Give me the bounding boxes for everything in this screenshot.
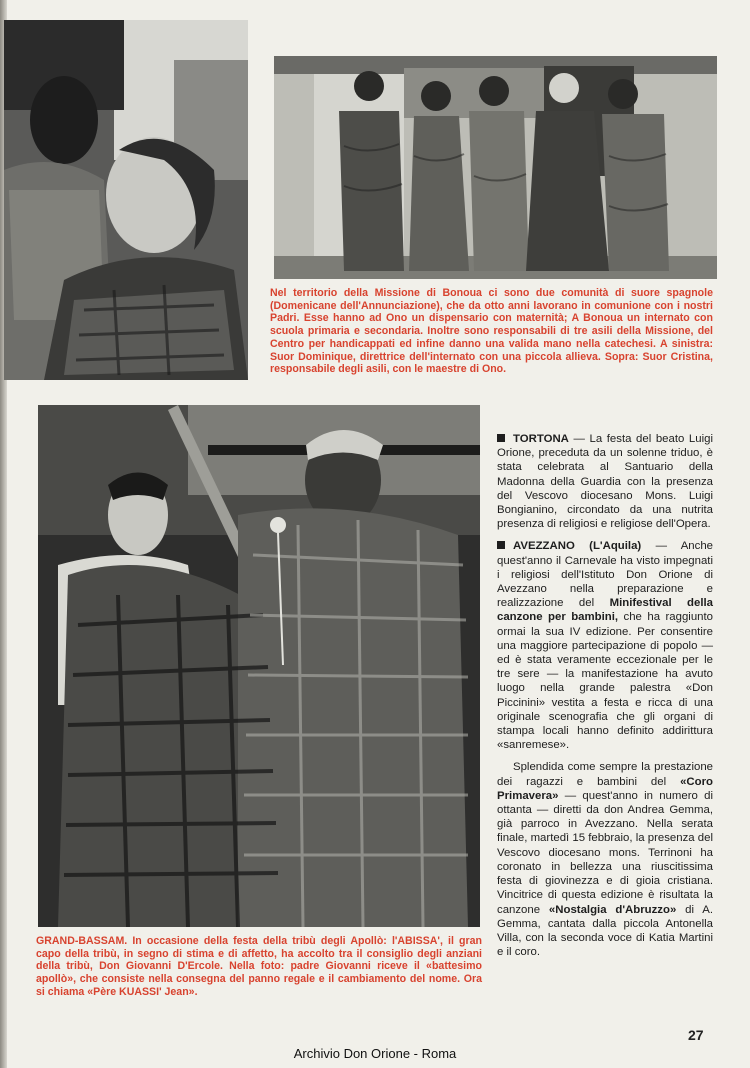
article-avezzano-text: — Anche quest'anno il Carnevale ha visto impegnati i religiosi dell'Istituto Don Orione di Avezzano nella preparazione e realizzazione del (497, 540, 713, 610)
photo-nun-with-child (4, 20, 248, 380)
article-tortona-heading: TORTONA (513, 433, 569, 445)
article-avezzano-text: che ha raggiunto ormai la sua IV edizione. Per consentire una maggiore partecipazione di popolo — ed è stata veramente eccezionale per le tre sere — la manifestazione ha avuto luogo nella grande palestra «Don Piccinini» vestita a festa e ricca di una originale scenografia che gli organi di stampa locali hanno definito addirittura «sanremese». (497, 611, 713, 752)
caption-grand-bassam (36, 935, 482, 999)
article-tortona (497, 432, 713, 531)
caption-bottom-text: GRAND-BASSAM. In occasione della festa della tribù degli Apollò: l'ABISSA', il gran capo della tribù, in segno di stima e di affetto, ha accolto tra il consiglio degli anziani della tribù, Don Giovanni D'Ercole. Nella foto: padre Giovanni riceve il «battesimo apollò», che consiste nella consegna del panno regale e il cambiamento del nome. Ora si chiama «Père KUASSI' Jean». (36, 935, 482, 998)
archive-footer: Archivio Don Orione - Roma (293, 1046, 457, 1061)
article-avezzano-text: Splendida come sempre la prestazione dei ragazzi e bambini del (497, 761, 713, 788)
article-tortona-body: — La festa del beato Luigi Orione, preceduta da un solenne triduo, è stata celebrata al Santuario della Madonna della Guardia con la presenza del Vescovo diocesano Mons. Luigi Bongianino, circondato da una nutrita presenza di religiosi e religiose dell'Opera. (497, 433, 713, 531)
bullet-square-icon (497, 434, 505, 442)
article-avezzano-text: — quest'anno in numero di ottanta — diretti da don Andrea Gemma, già parroco in Avezzano. Nella serata finale, martedì 15 febbraio, la presenza del Vescovo diocesano mons. Terrinoni ha coronato in bellezza una riuscitissima festa di giovinezza e di gioia cristiana. Vincitrice di questa edizione è risultata la canzone (497, 789, 713, 916)
article-avezzano-p1 (497, 539, 713, 752)
caption-missione-bonoua (270, 287, 713, 376)
article-avezzano-bold: «Coro Primavera» (497, 775, 713, 802)
photo-sisters-with-teachers (274, 56, 717, 279)
page-number: 27 (688, 1027, 704, 1043)
article-avezzano-heading: AVEZZANO (L'Aquila) (513, 540, 642, 553)
article-avezzano-bold: Minifestival della canzone per bambini, (497, 597, 714, 624)
article-avezzano-bold: «Nostalgia d'Abruzzo» (548, 903, 677, 916)
bullet-square-icon (497, 541, 505, 549)
article-avezzano-p2 (497, 760, 713, 959)
news-column (497, 432, 713, 967)
caption-top-text: Nel territorio della Missione di Bonoua ci sono due comunità di suore spagnole (Domenicane dell'Annunciazione), che da otto anni lavorano in comunione con i nostri Padri. Esse hanno ad Ono un dispensario con maternità; A Bonoua un internato con scuola primaria e secondaria. Inoltre sono responsabili di tre asili della Missione, del Centro per handicappati ed infine danno una valida mano nella catechesi. A sinistra: Suor Dominique, direttrice dell'internato con una piccola allieva. Sopra: Suor Cristina, responsabile degli asili, con le maestre di Ono. (270, 287, 713, 376)
photo-apollo-tribe-ceremony (38, 405, 480, 927)
article-avezzano-text: di A. Gemma, cantata dalla piccola Antonella Villa, con la seconda voce di Katia Martini e il coro. (497, 903, 714, 959)
